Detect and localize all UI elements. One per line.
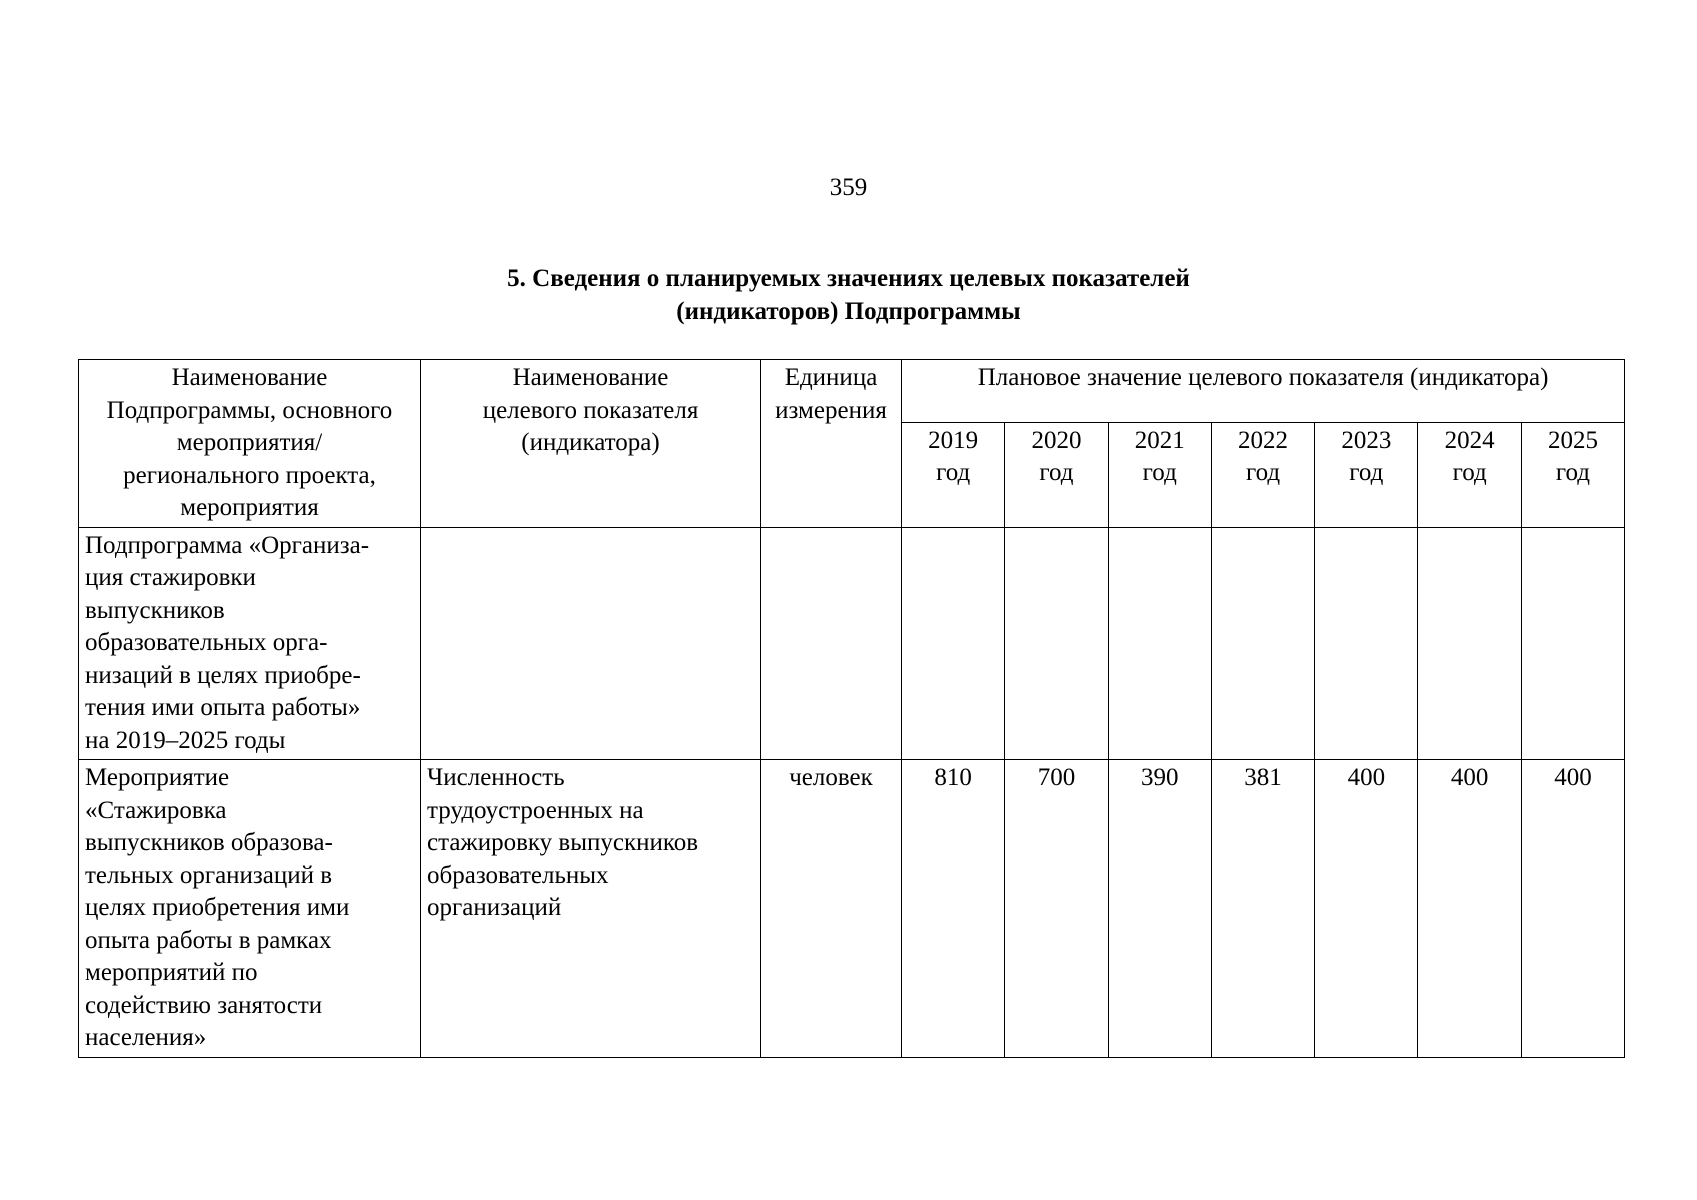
cell-line: выпускников (85, 596, 225, 624)
year-label: 2023 (1341, 426, 1392, 454)
cell-line: ция стажировки (85, 564, 256, 591)
table-row-event (79, 760, 1625, 1058)
cell-event-value-2023: 400 (1315, 760, 1418, 1058)
cell-subprogram-value-2020 (1005, 527, 1108, 760)
header-plan-value: Плановое значение целевого показателя (индикатора) (902, 360, 1625, 423)
header-year-2020 (1005, 422, 1108, 527)
cell-line: содействию занятости (85, 991, 323, 1019)
cell-line: Численность (427, 764, 565, 791)
cell-subprogram-value-2025 (1521, 527, 1624, 760)
year-suffix: год (1245, 459, 1281, 486)
cell-line: на 2019–2025 годы (85, 726, 286, 754)
indicators-table (78, 359, 1625, 1058)
title-line-2: (индикаторов) Подпрограммы (676, 298, 1021, 325)
header-indicator-line: (индикатора) (521, 429, 660, 456)
cell-event-indicator (421, 760, 761, 1058)
title-line-1: 5. Сведения о планируемых значениях целевых показателей (507, 265, 1190, 292)
year-label: 2021 (1134, 426, 1185, 454)
header-row (79, 360, 1625, 423)
year-suffix: год (1555, 459, 1591, 486)
cell-subprogram-value-2024 (1418, 527, 1521, 760)
cell-line: мероприятий по (85, 959, 258, 986)
year-label: 2022 (1238, 426, 1289, 454)
cell-line: низаций в целях приобре- (85, 661, 361, 689)
header-year-2024 (1418, 422, 1521, 527)
cell-subprogram-unit (761, 527, 902, 760)
cell-line: тения ими опыта работы» (85, 694, 361, 721)
header-name-line: Наименование (171, 364, 328, 391)
cell-line: Подпрограмма «Организа- (85, 531, 370, 559)
year-label: 2024 (1444, 426, 1495, 454)
cell-event-name (79, 760, 421, 1058)
cell-line: организаций (427, 894, 562, 921)
header-indicator-line: целевого показателя (482, 396, 699, 424)
header-year-2023 (1315, 422, 1418, 527)
header-name-line: мероприятия/ (176, 429, 323, 456)
cell-event-value-2024: 400 (1418, 760, 1521, 1058)
year-suffix: год (1039, 459, 1074, 486)
header-indicator (421, 360, 761, 528)
cell-event-value-2025: 400 (1521, 760, 1624, 1058)
year-suffix: год (1452, 459, 1487, 486)
document-title (0, 262, 1697, 328)
header-unit (761, 360, 902, 528)
cell-line: населения» (85, 1024, 207, 1051)
cell-subprogram-indicator (421, 527, 761, 760)
cell-subprogram-name (79, 527, 421, 760)
cell-subprogram-value-2023 (1315, 527, 1418, 760)
header-unit-line: измерения (775, 396, 887, 424)
header-name-line: мероприятия (180, 494, 319, 521)
year-suffix: год (936, 459, 971, 486)
header-name-line: Подпрограммы, основного (106, 396, 393, 424)
header-year-2021 (1108, 422, 1211, 527)
header-year-2025 (1521, 422, 1624, 527)
cell-event-value-2020: 700 (1005, 760, 1108, 1058)
cell-line: тельных организаций в (85, 861, 333, 889)
header-year-2019 (902, 422, 1005, 527)
cell-line: образовательных (427, 861, 609, 889)
cell-line: стажировку выпускников (427, 829, 699, 856)
year-suffix: год (1142, 459, 1177, 486)
cell-line: образовательных орга- (85, 629, 328, 656)
year-suffix: год (1349, 459, 1384, 486)
cell-line: целях приобретения ими (85, 894, 350, 921)
year-label: 2019 (928, 426, 979, 454)
table-row-subprogram (79, 527, 1625, 760)
header-name-line: регионального проекта, (123, 461, 376, 489)
cell-line: опыта работы в рамках (85, 926, 332, 954)
header-indicator-line: Наименование (512, 364, 669, 391)
cell-event-value-2021: 390 (1108, 760, 1211, 1058)
cell-event-value-2019: 810 (902, 760, 1005, 1058)
header-unit-line: Единица (784, 364, 878, 391)
cell-line: «Стажировка (85, 796, 227, 824)
header-name (79, 360, 421, 528)
cell-event-value-2022: 381 (1211, 760, 1314, 1058)
cell-line: выпускников образова- (85, 829, 333, 856)
year-label: 2020 (1031, 426, 1082, 454)
cell-event-unit: человек (761, 760, 902, 1058)
cell-subprogram-value-2022 (1211, 527, 1314, 760)
year-label: 2025 (1547, 426, 1598, 454)
cell-subprogram-value-2021 (1108, 527, 1211, 760)
page-number: 359 (829, 174, 868, 201)
cell-line: трудоустроенных на (427, 796, 644, 824)
header-year-2022 (1211, 422, 1314, 527)
cell-line: Мероприятие (85, 764, 230, 791)
cell-subprogram-value-2019 (902, 527, 1005, 760)
